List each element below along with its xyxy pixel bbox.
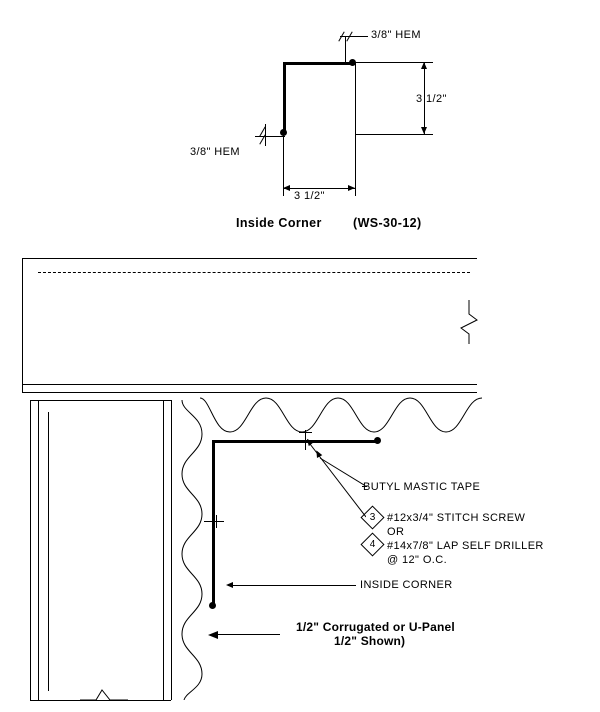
fastener-bubble-3-text: 3 [369, 512, 376, 523]
vertical-corrugated-profile [176, 400, 208, 700]
left-wall-break-symbol [80, 678, 128, 704]
hem-left-extension [265, 124, 266, 146]
screw-leader-group [308, 440, 366, 518]
width-dim-arrow-left [283, 185, 290, 191]
hem-top-label: 3/8" HEM [371, 29, 421, 41]
inside-corner-leader-arrow [226, 582, 233, 588]
height-dim-ext-bottom [355, 134, 433, 135]
upper-panel-top-edge [22, 258, 477, 259]
fastener-symbol-top-head [299, 432, 312, 433]
inside-corner-leader-line [228, 585, 356, 586]
fastener-symbol-side-head [216, 515, 217, 528]
panel-note-leader-arrow [208, 631, 218, 639]
profile-vertical-leg [283, 62, 286, 134]
detail-part-number: (WS-30-12) [353, 216, 422, 230]
width-dim-line [283, 188, 355, 189]
height-dim-arrow-top [421, 62, 427, 69]
upper-break-symbol [455, 300, 485, 344]
upper-panel-dashed-line [38, 272, 470, 273]
hem-top-extension [345, 36, 346, 62]
panel-note-line1: 1/2" Corrugated or U-Panel [296, 620, 455, 634]
hem-left-label: 3/8" HEM [190, 146, 240, 158]
width-dim-ext-right [355, 62, 356, 196]
left-wall-inner-edge [38, 400, 39, 700]
height-dim-arrow-bottom [421, 127, 427, 134]
corrugated-panel-profile [200, 392, 485, 442]
fastener-bubble-3 [360, 505, 384, 529]
left-wall-right-edge-2 [171, 400, 172, 700]
installed-corner-hem-right [374, 437, 381, 444]
width-dim-label: 3 1/2" [294, 190, 325, 202]
fastener-bubble-4-text: 4 [369, 539, 376, 550]
upper-panel-left-edge [22, 258, 23, 392]
fastener-bubble-4 [360, 532, 384, 556]
upper-panel-bottom-edge [22, 384, 477, 385]
detail-title: Inside Corner [236, 216, 322, 230]
fastener-3-line2: OR [387, 526, 405, 538]
height-dim-label: 3 1/2" [416, 93, 447, 105]
inside-corner-label: INSIDE CORNER [360, 579, 453, 591]
left-wall-right-edge [163, 400, 164, 700]
profile-top-flange [283, 62, 355, 65]
panel-note-leader-line [215, 634, 280, 635]
width-dim-arrow-right [348, 185, 355, 191]
fastener-4-line2: @ 12" O.C. [387, 554, 448, 566]
butyl-mastic-tape-label: BUTYL MASTIC TAPE [363, 481, 481, 493]
left-wall-outer-edge [30, 400, 31, 700]
fastener-3-line1: #12x3/4" STITCH SCREW [387, 512, 526, 524]
installed-corner-hem-bottom [209, 602, 216, 609]
left-wall-dashed-line [48, 412, 49, 691]
fastener-symbol-side-stem [204, 521, 224, 522]
installed-corner-vertical-leg [212, 440, 215, 608]
left-wall-top-edge [30, 400, 171, 401]
panel-note-line2: 1/2" Shown) [334, 634, 406, 648]
fastener-4-line1: #14x7/8" LAP SELF DRILLER [387, 540, 544, 552]
